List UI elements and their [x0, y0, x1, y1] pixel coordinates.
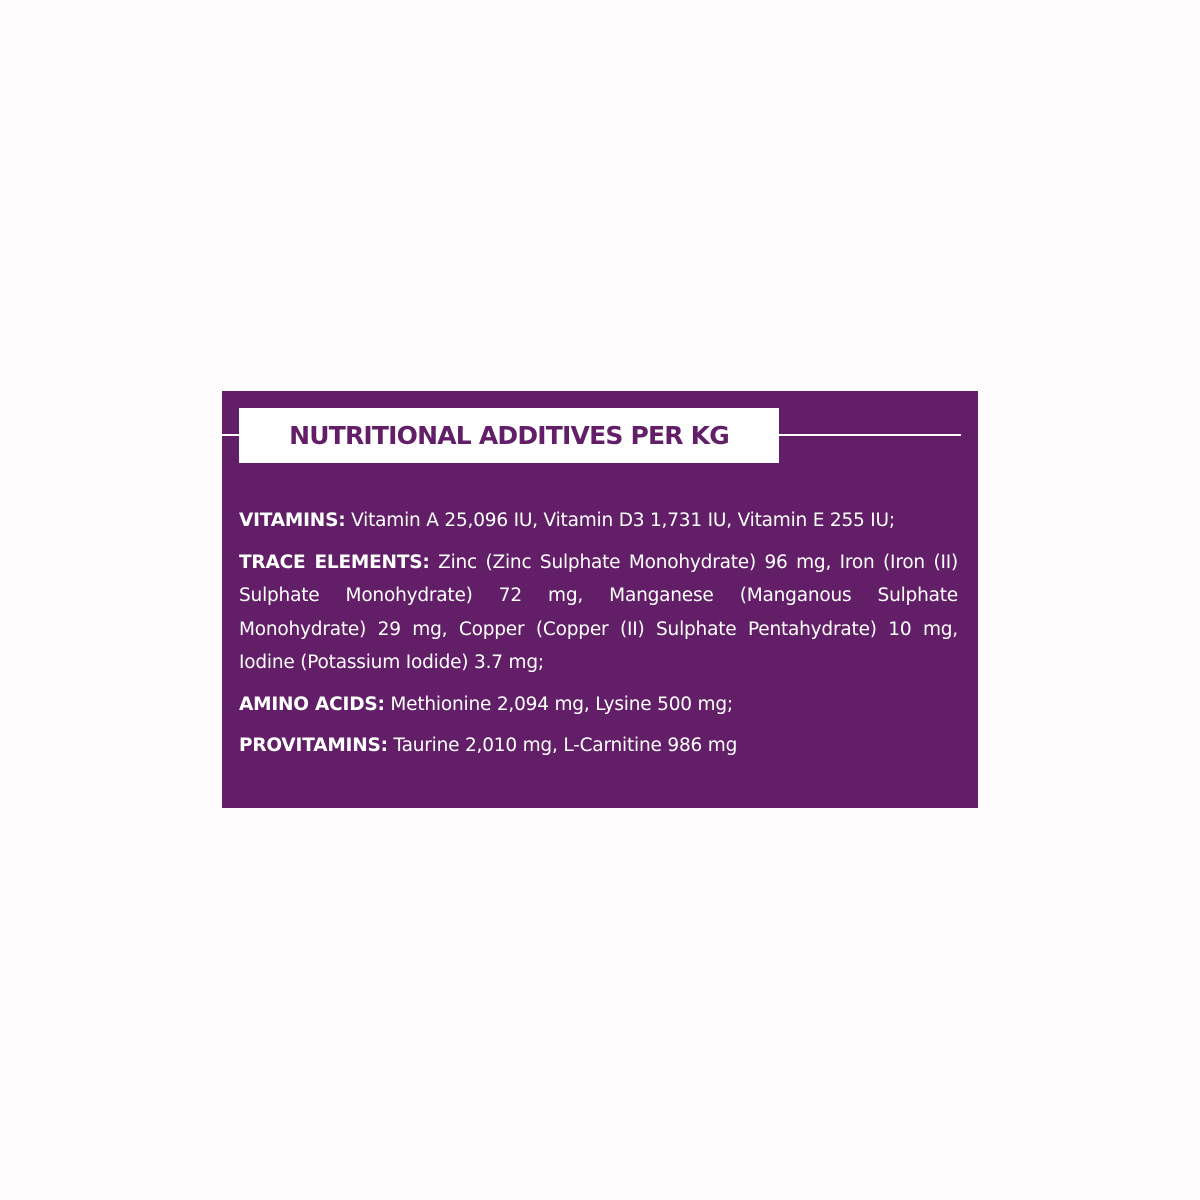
- section-label: TRACE ELEMENTS:: [239, 551, 430, 573]
- section-vitamins: [239, 504, 958, 538]
- title-rule-right: [779, 434, 961, 436]
- section-text: Methionine 2,094 mg, Lysine 500 mg;: [390, 693, 733, 715]
- additives-list: [239, 504, 958, 771]
- section-trace-elements: [239, 546, 958, 680]
- section-text: Taurine 2,010 mg, L-Carnitine 986 mg: [393, 735, 738, 756]
- title-box: [239, 408, 779, 463]
- section-label: VITAMINS:: [239, 510, 346, 531]
- section-text: Zinc (Zinc Sulphate Monohydrate) 96 mg, Iron (Iron (II) Sulphate Monohydrate) 72 mg, Manganese (Manganous Sulphate Monohydrate) 29 mg, Copper (Copper (II) Sulphate Pentahydrate) 10 mg, Iodine (Potassium Iodide) 3.7 mg;: [239, 551, 958, 673]
- section-text: Vitamin A 25,096 IU, Vitamin D3 1,731 IU, Vitamin E 255 IU;: [351, 510, 895, 531]
- nutritional-additives-panel: [222, 391, 978, 808]
- section-label: AMINO ACIDS:: [239, 693, 385, 715]
- panel-title: NUTRITIONAL ADDITIVES PER KG: [289, 421, 729, 450]
- title-rule-left: [222, 434, 239, 436]
- section-amino-acids: [239, 688, 958, 722]
- section-label: PROVITAMINS:: [239, 735, 388, 756]
- section-provitamins: [239, 729, 958, 763]
